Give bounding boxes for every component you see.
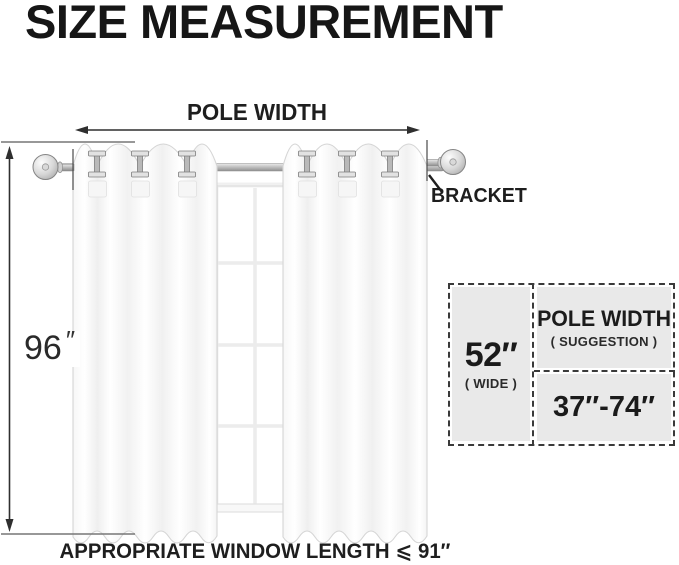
pole-width-arrow xyxy=(75,126,420,134)
spec-cell-width xyxy=(452,287,530,441)
spec-table xyxy=(448,283,675,446)
left-curtain-panel xyxy=(73,144,217,543)
spec-cell-range xyxy=(537,374,671,441)
page-title: SIZE MEASUREMENT xyxy=(25,0,503,48)
right-curtain-panel xyxy=(283,144,427,543)
spec-pole-width-title: POLE WIDTH xyxy=(537,306,671,332)
spec-pole-width-caption: ( SUGGESTION ) xyxy=(550,333,658,349)
spec-divider-vertical xyxy=(532,283,534,446)
spec-range-value: 37″-74″ xyxy=(553,390,655,423)
curtain-height-value: 96 xyxy=(24,329,62,367)
curtain-height-unit: ″ xyxy=(65,325,76,355)
spec-width-caption: ( WIDE ) xyxy=(464,376,518,392)
left-finial xyxy=(33,155,74,180)
spec-cell-pole-width xyxy=(537,287,671,368)
curtain-height-label xyxy=(22,325,80,367)
spec-width-value: 52″ xyxy=(464,335,518,374)
pole-width-label: POLE WIDTH xyxy=(187,99,328,125)
height-arrow xyxy=(6,146,14,532)
window-length-note: APPROPRIATE WINDOW LENGTH ⩽ 91″ xyxy=(59,540,451,563)
bracket-label: BRACKET xyxy=(431,185,527,207)
spec-divider-horizontal xyxy=(534,370,675,372)
